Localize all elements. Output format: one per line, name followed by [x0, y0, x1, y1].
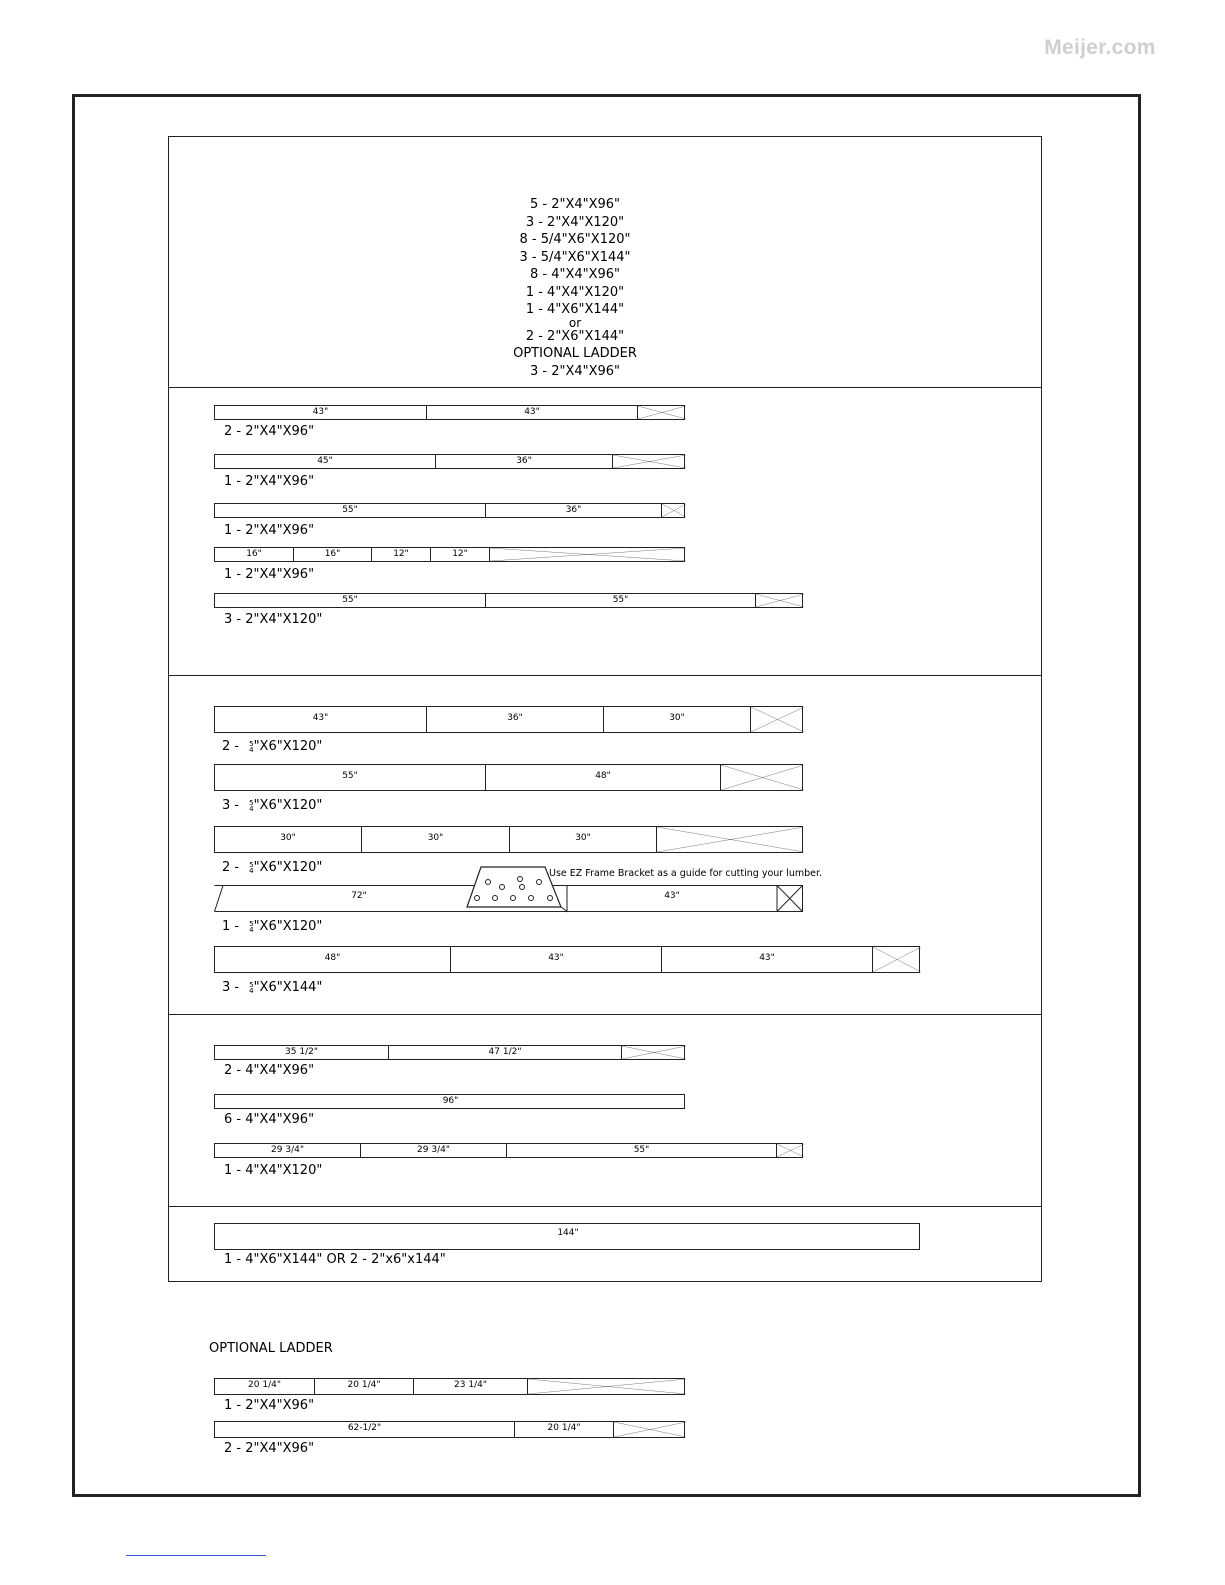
materials-list — [400, 196, 750, 380]
waste-piece — [657, 827, 804, 852]
materials-item: 3 - 5/4"X6"X144" — [519, 249, 631, 265]
board-diagram — [214, 946, 920, 973]
cut-segment: 16" — [215, 548, 294, 561]
cut-segment: 20 1/4" — [515, 1422, 614, 1437]
board-diagram — [214, 1421, 685, 1438]
cut-segment: 55" — [215, 765, 486, 790]
fraction-denominator: 4 — [249, 866, 254, 875]
fraction-numerator: 5 — [249, 919, 254, 928]
board-diagram — [214, 764, 803, 791]
board-label: 1 - 2"X4"X96" — [224, 523, 315, 538]
waste-piece — [613, 455, 686, 468]
cut-segment: 35 1/2" — [215, 1046, 389, 1059]
cut-segment: 36" — [486, 504, 662, 517]
board-size: "X6"X144" — [253, 980, 323, 995]
board-qty: 3 - — [222, 798, 240, 813]
section-divider — [169, 387, 1041, 388]
board-label — [222, 798, 322, 813]
materials-item: 2 - 2"X6"X144" — [525, 328, 625, 344]
materials-or: or — [568, 315, 582, 330]
fraction-denominator: 4 — [249, 804, 254, 813]
cut-segment: 20 1/4" — [315, 1379, 414, 1394]
cut-segment: 96" — [442, 1096, 459, 1106]
cut-segment: 16" — [294, 548, 372, 561]
bracket-note: Use EZ Frame Bracket as a guide for cutting your lumber. — [549, 868, 823, 879]
board-label: 1 - 2"X4"X96" — [224, 567, 315, 582]
board-size: "X6"X120" — [253, 860, 323, 875]
board-diagram — [214, 1378, 685, 1395]
cut-segment: 29 3/4" — [361, 1144, 507, 1157]
board-diagram — [214, 1045, 685, 1060]
waste-piece — [777, 1144, 804, 1157]
waste-piece — [614, 1422, 686, 1437]
board-diagram — [214, 706, 803, 733]
board-diagram — [214, 593, 803, 608]
fraction-denominator: 4 — [249, 986, 254, 995]
cut-segment: 43" — [215, 707, 427, 732]
cut-segment: 12" — [372, 548, 431, 561]
waste-piece — [756, 594, 804, 607]
section-divider — [169, 675, 1041, 676]
board-diagram — [214, 1143, 803, 1158]
board-diagram — [214, 405, 685, 420]
watermark: Meijer.com — [1044, 36, 1156, 59]
cut-segment: 55" — [215, 594, 486, 607]
waste-piece — [751, 707, 804, 732]
board-label: 2 - 2"X4"X96" — [224, 424, 315, 439]
cut-segment: 55" — [215, 504, 486, 517]
cut-segment: 30" — [215, 827, 362, 852]
board-qty: 2 - — [222, 860, 240, 875]
fraction-denominator: 4 — [249, 925, 254, 934]
board-label: 1 - 2"X4"X96" — [224, 474, 315, 489]
board-diagram — [214, 547, 685, 562]
cut-segment: 29 3/4" — [215, 1144, 361, 1157]
cut-segment: 62-1/2" — [215, 1422, 515, 1437]
cut-segment: 48" — [215, 947, 451, 972]
cut-segment: 43" — [662, 947, 873, 972]
materials-item: 8 - 4"X4"X96" — [529, 267, 621, 282]
board-label: 1 - 2"X4"X96" — [224, 1398, 315, 1413]
cut-segment: 144" — [557, 1228, 579, 1238]
optional-ladder-title: OPTIONAL LADDER — [209, 1341, 333, 1356]
materials-item: 1 - 4"X6"X144" — [525, 302, 625, 317]
waste-piece — [873, 947, 921, 972]
cut-segment: 45" — [215, 455, 436, 468]
board-label: 2 - 4"X4"X96" — [224, 1063, 315, 1078]
materials-item: 3 - 2"X4"X96" — [529, 363, 621, 379]
waste-piece — [490, 548, 686, 561]
waste-piece — [622, 1046, 686, 1059]
board-qty: 1 - — [222, 919, 240, 934]
materials-item: 3 - 2"X4"X120" — [525, 214, 625, 230]
board-diagram — [214, 826, 803, 853]
cut-segment: 20 1/4" — [215, 1379, 315, 1394]
cut-segment: 23 1/4" — [414, 1379, 528, 1394]
board-qty: 2 - — [222, 739, 240, 754]
cut-segment: 48" — [486, 765, 721, 790]
cut-segment: 36" — [427, 707, 604, 732]
cut-segment: 47 1/2" — [389, 1046, 622, 1059]
fraction-numerator: 5 — [249, 860, 254, 869]
cut-segment: 43" — [215, 406, 427, 419]
board-label: 6 - 4"X4"X96" — [224, 1112, 315, 1127]
cut-segment: 30" — [604, 707, 751, 732]
cut-segment: 55" — [507, 1144, 777, 1157]
board-qty: 3 - — [222, 980, 240, 995]
waste-piece — [721, 765, 804, 790]
board-label — [222, 919, 322, 934]
waste-piece — [662, 504, 686, 517]
board-label: 1 - 4"X6"X144" OR 2 - 2"x6"x144" — [224, 1252, 446, 1267]
waste-piece — [638, 406, 686, 419]
materials-item: 5 - 2"X4"X96" — [529, 197, 621, 212]
board-diagram — [214, 1094, 685, 1109]
materials-item: 1 - 4"X4"X120" — [525, 284, 625, 300]
waste-piece — [528, 1379, 686, 1394]
fraction-numerator: 5 — [249, 980, 254, 989]
cut-segment: 12" — [431, 548, 490, 561]
board-label: 1 - 4"X4"X120" — [224, 1163, 323, 1178]
cut-segment: 43" — [427, 406, 638, 419]
board-size: "X6"X120" — [253, 798, 323, 813]
section-divider — [169, 1206, 1041, 1207]
board-label: 3 - 2"X4"X120" — [224, 612, 323, 627]
cut-segment: 43" — [451, 947, 662, 972]
board-label — [222, 739, 322, 754]
footer-link-underline[interactable] — [126, 1555, 266, 1556]
cut-segment: 36" — [436, 455, 613, 468]
cut-segment: 30" — [362, 827, 510, 852]
board-size: "X6"X120" — [253, 919, 323, 934]
board-size: "X6"X120" — [253, 739, 323, 754]
board-label — [222, 860, 322, 875]
materials-item: OPTIONAL LADDER — [513, 346, 637, 361]
cut-segment: 30" — [510, 827, 657, 852]
cut-segment: 72" — [351, 891, 367, 901]
fraction-denominator: 4 — [249, 745, 254, 754]
board-diagram — [214, 503, 685, 518]
board-diagram — [214, 1223, 920, 1250]
fraction-numerator: 5 — [249, 739, 254, 748]
board-label — [222, 980, 322, 995]
materials-item: 8 - 5/4"X6"X120" — [519, 232, 631, 247]
board-label: 2 - 2"X4"X96" — [224, 1441, 315, 1456]
cut-segment: 43" — [664, 891, 680, 901]
section-divider — [169, 1014, 1041, 1015]
cut-segment: 55" — [486, 594, 756, 607]
board-diagram — [214, 454, 685, 469]
fraction-numerator: 5 — [249, 798, 254, 807]
